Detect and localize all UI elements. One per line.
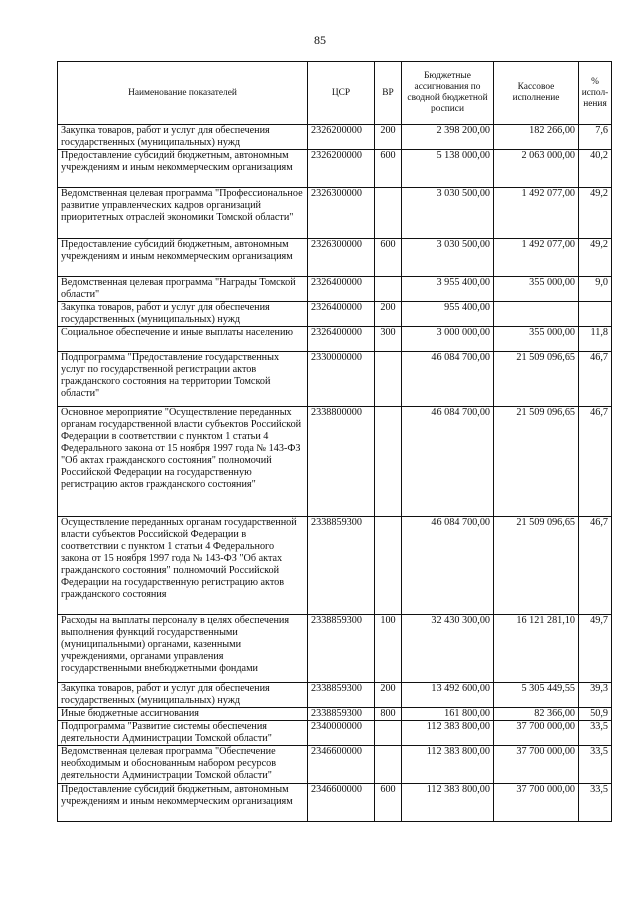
cell-percent: 39,3 [579,683,612,708]
cell-allocation: 46 084 700,00 [402,352,494,407]
cell-percent: 49,2 [579,239,612,277]
cell-code: 2326400000 [308,302,375,327]
cell-execution: 21 509 096,65 [494,352,579,407]
cell-code: 2326200000 [308,150,375,188]
cell-code: 2338859300 [308,683,375,708]
cell-percent: 11,8 [579,327,612,352]
cell-percent: 49,2 [579,188,612,239]
page-number: 85 [314,33,326,47]
cell-allocation: 161 800,00 [402,708,494,721]
header-percent: % испол-нения [579,62,612,125]
cell-percent: 7,6 [579,125,612,150]
cell-execution: 82 366,00 [494,708,579,721]
table-row [58,517,612,615]
cell-name: Подпрограмма "Предоставление государственных услуг по государственной регистрации актов гражданского состояния на территории Томской области" [58,352,308,407]
cell-code: 2326400000 [308,327,375,352]
cell-execution: 37 700 000,00 [494,746,579,784]
cell-allocation: 46 084 700,00 [402,407,494,517]
table-row [58,708,612,721]
cell-execution: 37 700 000,00 [494,721,579,746]
cell-name: Ведомственная целевая программа "Профессиональное развитие управленческих кадров организаций приоритетных отраслей экономики Томской области" [58,188,308,239]
table-row [58,746,612,784]
cell-execution: 2 063 000,00 [494,150,579,188]
cell-percent: 50,9 [579,708,612,721]
cell-code: 2326200000 [308,125,375,150]
cell-vr [375,352,402,407]
cell-allocation: 13 492 600,00 [402,683,494,708]
cell-vr [375,277,402,302]
table-header-row [58,62,612,125]
cell-allocation: 112 383 800,00 [402,721,494,746]
cell-name: Подпрограмма "Развитие системы обеспечения деятельности Администрации Томской области" [58,721,308,746]
cell-name: Закупка товаров, работ и услуг для обеспечения государственных (муниципальных) нужд [58,683,308,708]
table-row [58,784,612,822]
cell-percent: 46,7 [579,517,612,615]
budget-execution-table [57,61,612,822]
header-vr: ВР [375,62,402,125]
cell-vr: 200 [375,125,402,150]
cell-name: Предоставление субсидий бюджетным, автономным учреждениям и иным некоммерческим организациям [58,239,308,277]
cell-execution: 1 492 077,00 [494,188,579,239]
cell-execution: 355 000,00 [494,327,579,352]
cell-name: Социальное обеспечение и иные выплаты населению [58,327,308,352]
cell-name: Осуществление переданных органам государственной власти субъектов Российской Федерации в соответствии с пунктом 1 статьи 4 Федерального закона от 15 ноября 1997 года № 143-ФЗ "Об актах гражданского состояния" полномочий Российской Федерации на государственную регистрацию актов гражданского состояния [58,517,308,615]
table-row [58,239,612,277]
cell-vr: 600 [375,239,402,277]
cell-percent: 46,7 [579,407,612,517]
cell-percent: 46,7 [579,352,612,407]
cell-percent: 49,7 [579,615,612,683]
cell-execution: 1 492 077,00 [494,239,579,277]
header-allocations: Бюджетные ассигнования по сводной бюджетной росписи [402,62,494,125]
cell-percent [579,302,612,327]
cell-percent: 33,5 [579,721,612,746]
cell-allocation: 2 398 200,00 [402,125,494,150]
cell-percent: 40,2 [579,150,612,188]
cell-name: Иные бюджетные ассигнования [58,708,308,721]
cell-code: 2338859300 [308,708,375,721]
cell-vr [375,188,402,239]
cell-allocation: 955 400,00 [402,302,494,327]
cell-allocation: 112 383 800,00 [402,784,494,822]
cell-vr: 300 [375,327,402,352]
cell-vr: 100 [375,615,402,683]
table-row [58,721,612,746]
cell-vr [375,517,402,615]
table-row [58,352,612,407]
cell-code: 2338859300 [308,517,375,615]
cell-code: 2338859300 [308,615,375,683]
cell-name: Ведомственная целевая программа "Награды Томской области" [58,277,308,302]
table-row [58,188,612,239]
cell-execution [494,302,579,327]
cell-allocation: 32 430 300,00 [402,615,494,683]
cell-code: 2338800000 [308,407,375,517]
header-execution: Кассовое исполнение [494,62,579,125]
cell-allocation: 46 084 700,00 [402,517,494,615]
cell-vr [375,721,402,746]
cell-allocation: 3 030 500,00 [402,188,494,239]
cell-allocation: 3 030 500,00 [402,239,494,277]
table-row [58,327,612,352]
cell-execution: 5 305 449,55 [494,683,579,708]
header-name: Наименование показателей [58,62,308,125]
cell-name: Ведомственная целевая программа "Обеспечение необходимым и обоснованным набором ресурсов деятельности Администрации Томской области" [58,746,308,784]
cell-execution: 355 000,00 [494,277,579,302]
cell-allocation: 3 000 000,00 [402,327,494,352]
cell-code: 2346600000 [308,784,375,822]
cell-code: 2340000000 [308,721,375,746]
table-row [58,615,612,683]
cell-execution: 21 509 096,65 [494,517,579,615]
cell-execution: 182 266,00 [494,125,579,150]
cell-code: 2326400000 [308,277,375,302]
cell-code: 2326300000 [308,239,375,277]
cell-vr: 200 [375,302,402,327]
cell-name: Закупка товаров, работ и услуг для обеспечения государственных (муниципальных) нужд [58,125,308,150]
cell-vr [375,746,402,784]
table-row [58,683,612,708]
header-code: ЦСР [308,62,375,125]
cell-allocation: 3 955 400,00 [402,277,494,302]
cell-execution: 37 700 000,00 [494,784,579,822]
table-row [58,125,612,150]
cell-vr: 600 [375,150,402,188]
cell-code: 2346600000 [308,746,375,784]
cell-percent: 9,0 [579,277,612,302]
cell-vr: 600 [375,784,402,822]
table-row [58,150,612,188]
cell-vr: 800 [375,708,402,721]
table-row [58,277,612,302]
cell-name: Закупка товаров, работ и услуг для обеспечения государственных (муниципальных) нужд [58,302,308,327]
cell-name: Расходы на выплаты персоналу в целях обеспечения выполнения функций государственными (муниципальными) органами, казенными учреждениями, органами управления государственными внебюджетными фондами [58,615,308,683]
cell-allocation: 112 383 800,00 [402,746,494,784]
table-row [58,302,612,327]
cell-name: Предоставление субсидий бюджетным, автономным учреждениям и иным некоммерческим организациям [58,784,308,822]
cell-vr [375,407,402,517]
cell-execution: 21 509 096,65 [494,407,579,517]
cell-percent: 33,5 [579,746,612,784]
cell-name: Основное мероприятие "Осуществление переданных органам государственной власти субъектов Российской Федерации в соответствии с пунктом 1 статьи 4 Федерального закона от 15 ноября 1997 года № 143-ФЗ "Об актах гражданского состояния" полномочий Российской Федерации на государственную регистрацию актов гражданского состояния" [58,407,308,517]
cell-vr: 200 [375,683,402,708]
table-row [58,407,612,517]
cell-allocation: 5 138 000,00 [402,150,494,188]
cell-name: Предоставление субсидий бюджетным, автономным учреждениям и иным некоммерческим организациям [58,150,308,188]
cell-percent: 33,5 [579,784,612,822]
cell-code: 2326300000 [308,188,375,239]
cell-execution: 16 121 281,10 [494,615,579,683]
cell-code: 2330000000 [308,352,375,407]
